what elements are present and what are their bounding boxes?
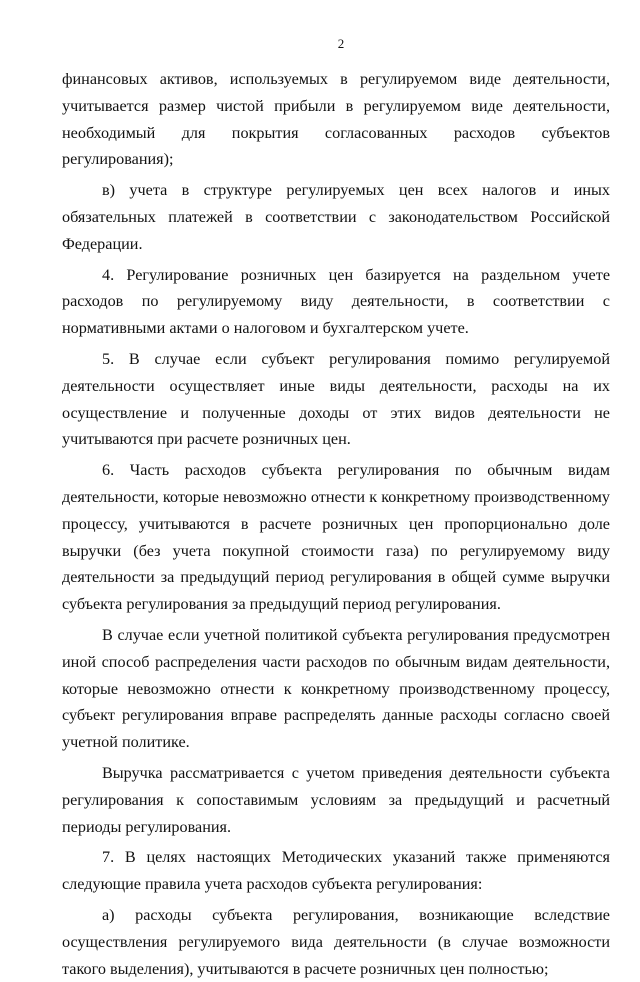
paragraph-item-v: в) учета в структуре регулируемых цен всех налогов и иных обязательных платежей в соответствии с законодательством Российской Федерации. [62,181,610,253]
paragraph-7: 7. В целях настоящих Методических указаний также применяются следующие правила учета расходов субъекта регулирования: [62,848,610,894]
paragraph-7-item-a: а) расходы субъекта регулирования, возникающие вследствие осуществления регулируемого вида деятельности (в случае возможности такого выделения), учитываются в расчете розничных цен полностью; [62,905,610,978]
paragraph-4: 4. Регулирование розничных цен базируется на раздельном учете расходов по регулируемому виду деятельности, в соответствии с нормативными актами о налоговом и бухгалтерском учете. [62,265,610,338]
paragraph-6-accounting-policy: В случае если учетной политикой субъекта регулирования предусмотрен иной способ распределения части расходов по обычным видам деятельности, которые невозможно отнести к конкретному производственному процессу, субъект регулирования вправе распределять данные расходы согласно своей учетной политике. [62,625,610,752]
paragraph-6: 6. Часть расходов субъекта регулирования по обычным видам деятельности, которые невозможно отнести к конкретному производственному процессу, учитываются в расчете розничных цен пропорционально доле выручки (без учета покупной стоимости газа) по регулируемому виду деятельности за предыдущий период регулирования в общей сумме выручки субъекта регулирования за предыдущий период регулирования. [62,461,610,614]
paragraph-6-revenue: Выручка рассматривается с учетом приведения деятельности субъекта регулирования к сопоставимым условиям за предыдущий и расчетный периоды регулирования. [62,763,610,836]
page-number: 2 [337,36,345,51]
paragraph-continuation: финансовых активов, используемых в регулируемом виде деятельности, учитывается размер чистой прибыли в регулируемом виде деятельности, необходимый для покрытия согласованных расходов субъектов регулирования); [62,70,610,169]
paragraph-5: 5. В случае если субъект регулирования помимо регулируемой деятельности осуществляет иные виды деятельности, расходы на их осуществление и полученные доходы от этих видов деятельности не учитываются при расчете розничных цен. [62,349,610,449]
